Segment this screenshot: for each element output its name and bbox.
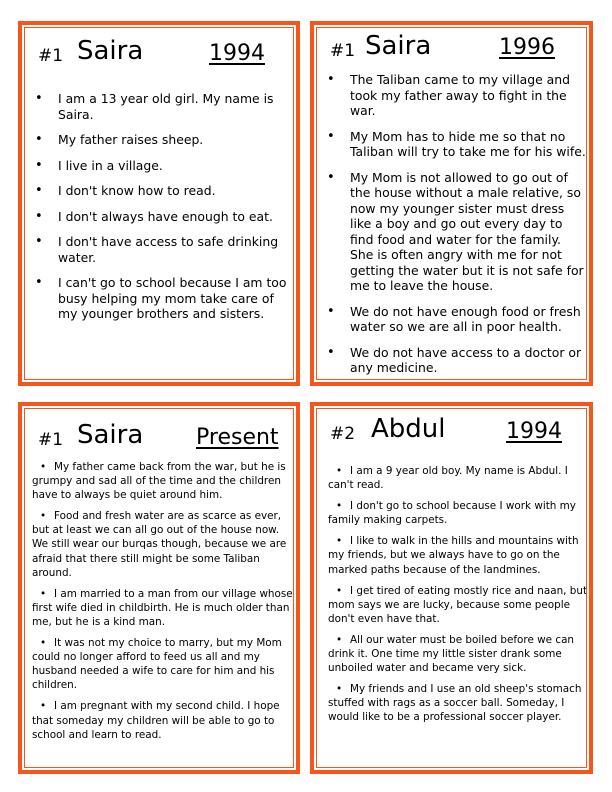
bullet-list xyxy=(328,464,590,732)
list-item: • I am a 13 year old girl. My name is Saira. xyxy=(34,91,296,122)
list-item: • My father came back from the war, but he is grumpy and sad all of the time and the children have to always be quiet around him. xyxy=(32,461,286,502)
card-name: Saira xyxy=(365,31,432,61)
list-item: • I am married to a man from our village whose first wife died in childbirth. He is much older than me, but he is a kind man. xyxy=(32,587,293,628)
list-item: • I am a 9 year old boy. My name is Abdul. I can't read. xyxy=(328,465,568,492)
list-item: • My father raises sheep. xyxy=(34,132,296,148)
list-item: • My friends and I use an old sheep's stomach stuffed with rags as a soccer ball. Someday, I would like to be a professional soccer player. xyxy=(328,683,582,724)
card-saira-present xyxy=(18,402,300,774)
card-number: #1 xyxy=(38,46,64,66)
list-item: • I am pregnant with my second child. I hope that someday my children will be able to go to school and learn to read. xyxy=(32,700,280,741)
list-item: • I don't have access to safe drinking water. xyxy=(34,234,296,265)
card-name: Saira xyxy=(77,36,144,66)
card-number: #1 xyxy=(330,41,356,61)
list-item: • I live in a village. xyxy=(34,158,296,174)
card-number: #2 xyxy=(330,424,356,444)
list-item: • We do not have enough food or fresh water so we are all in poor health. xyxy=(326,304,588,335)
card-saira-1994 xyxy=(18,21,300,386)
list-item: • We do not have access to a doctor or any medicine. xyxy=(326,345,588,376)
bullet-list xyxy=(34,91,296,332)
list-item: • I get tired of eating mostly rice and naan, but mom says we are lucky, because some people don't even have that. xyxy=(328,584,588,625)
list-item: • I don't go to school because I work with my family making carpets. xyxy=(328,500,576,527)
list-item: • It was not my choice to marry, but my Mom could no longer afford to feed us all and my husband needed a wife to care for him and his children. xyxy=(32,637,282,692)
bullet-list xyxy=(32,460,296,749)
bullet-list xyxy=(326,72,588,386)
list-item: • I don't know how to read. xyxy=(34,183,296,199)
list-item: • My Mom has to hide me so that no Taliban will try to take me for his wife. xyxy=(326,129,588,160)
list-item: • Food and fresh water are as scarce as ever, but at least we can all go out of the house now. We still wear our burqas though, because we are afraid that there still might be some Taliban around. xyxy=(32,510,287,579)
list-item: • I don't always have enough to eat. xyxy=(34,209,296,225)
card-saira-1996 xyxy=(310,21,593,386)
list-item: • I can't go to school because I am too busy helping my mom take care of my younger brothers and sisters. xyxy=(34,275,296,322)
card-year: 1994 xyxy=(209,41,265,66)
card-name: Saira xyxy=(77,420,144,450)
list-item: • My Mom is not allowed to go out of the house without a male relative, so now my younger sister must dress like a boy and go out every day to find food and water for the family. She is often angry with me for not getting the water but it is not safe for me to leave the house. xyxy=(326,170,588,294)
card-number: #1 xyxy=(38,430,64,450)
card-year: 1996 xyxy=(499,35,555,60)
card-year: Present xyxy=(196,425,279,450)
card-year: 1994 xyxy=(506,419,562,444)
list-item: • I like to walk in the hills and mountains with my friends, but we always have to go on the marked paths because of the landmines. xyxy=(328,535,579,576)
list-item: • The Taliban came to my village and took my father away to fight in the war. xyxy=(326,72,588,119)
card-abdul-1994 xyxy=(310,402,593,774)
list-item: • All our water must be boiled before we can drink it. One time my little sister drank some unboiled water and became very sick. xyxy=(328,633,575,675)
card-name: Abdul xyxy=(371,414,446,444)
